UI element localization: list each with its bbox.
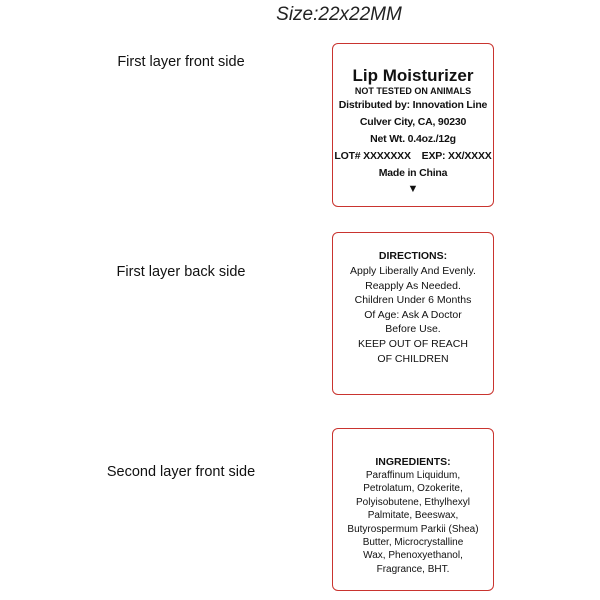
not-tested-notice: NOT TESTED ON ANIMALS	[354, 86, 472, 96]
ingredients-line: Palmitate, Beeswax,	[367, 510, 459, 522]
product-name: Lip Moisturizer	[352, 66, 474, 85]
ingredients-line: Butter, Microcrystalline	[362, 537, 464, 549]
directions-line: Of Age: Ask A Doctor	[364, 308, 462, 321]
warning-line: OF CHILDREN	[377, 352, 449, 365]
size-title: Size:22x22MM	[276, 4, 402, 25]
label-front-side-box	[332, 43, 494, 207]
ingredients-line: Paraffinum Liquidum,	[365, 470, 461, 481]
directions-line: Before Use.	[385, 323, 441, 336]
directions-line: Apply Liberally And Evenly.	[350, 265, 476, 277]
layer-label-second-front: Second layer front side	[106, 464, 256, 480]
ingredients-line: Butyrospermum Parkii (Shea)	[347, 523, 479, 535]
directions-line: Children Under 6 Months	[354, 294, 472, 307]
label-back-side-box	[332, 232, 494, 395]
ingredients-line: Petrolatum, Ozokerite,	[363, 483, 463, 495]
net-weight: Net Wt. 0.4oz./12g	[370, 133, 456, 145]
lot-exp-line: LOT# XXXXXXX EXP: XX/XXXX	[334, 150, 492, 162]
origin-line: Made in China	[378, 167, 448, 179]
ingredients-line: Wax, Phenoxyethanol,	[363, 550, 463, 562]
distributor-line: Distributed by: Innovation Line	[338, 99, 488, 111]
address-line: Culver City, CA, 90230	[359, 116, 467, 128]
ingredients-heading: INGREDIENTS:	[375, 456, 451, 468]
ingredients-line: Polyisobutene, Ethylhexyl	[356, 496, 470, 508]
warning-line: KEEP OUT OF REACH	[358, 337, 468, 350]
directions-line: Reapply As Needed.	[365, 279, 461, 292]
directions-heading: DIRECTIONS:	[378, 250, 448, 262]
label-ingredients-box	[332, 428, 494, 591]
down-arrow-icon: ▼	[407, 183, 419, 195]
layer-label-first-back: First layer back side	[116, 264, 246, 280]
ingredients-line: Fragrance, BHT.	[376, 563, 450, 575]
layer-label-first-front: First layer front side	[117, 54, 245, 70]
